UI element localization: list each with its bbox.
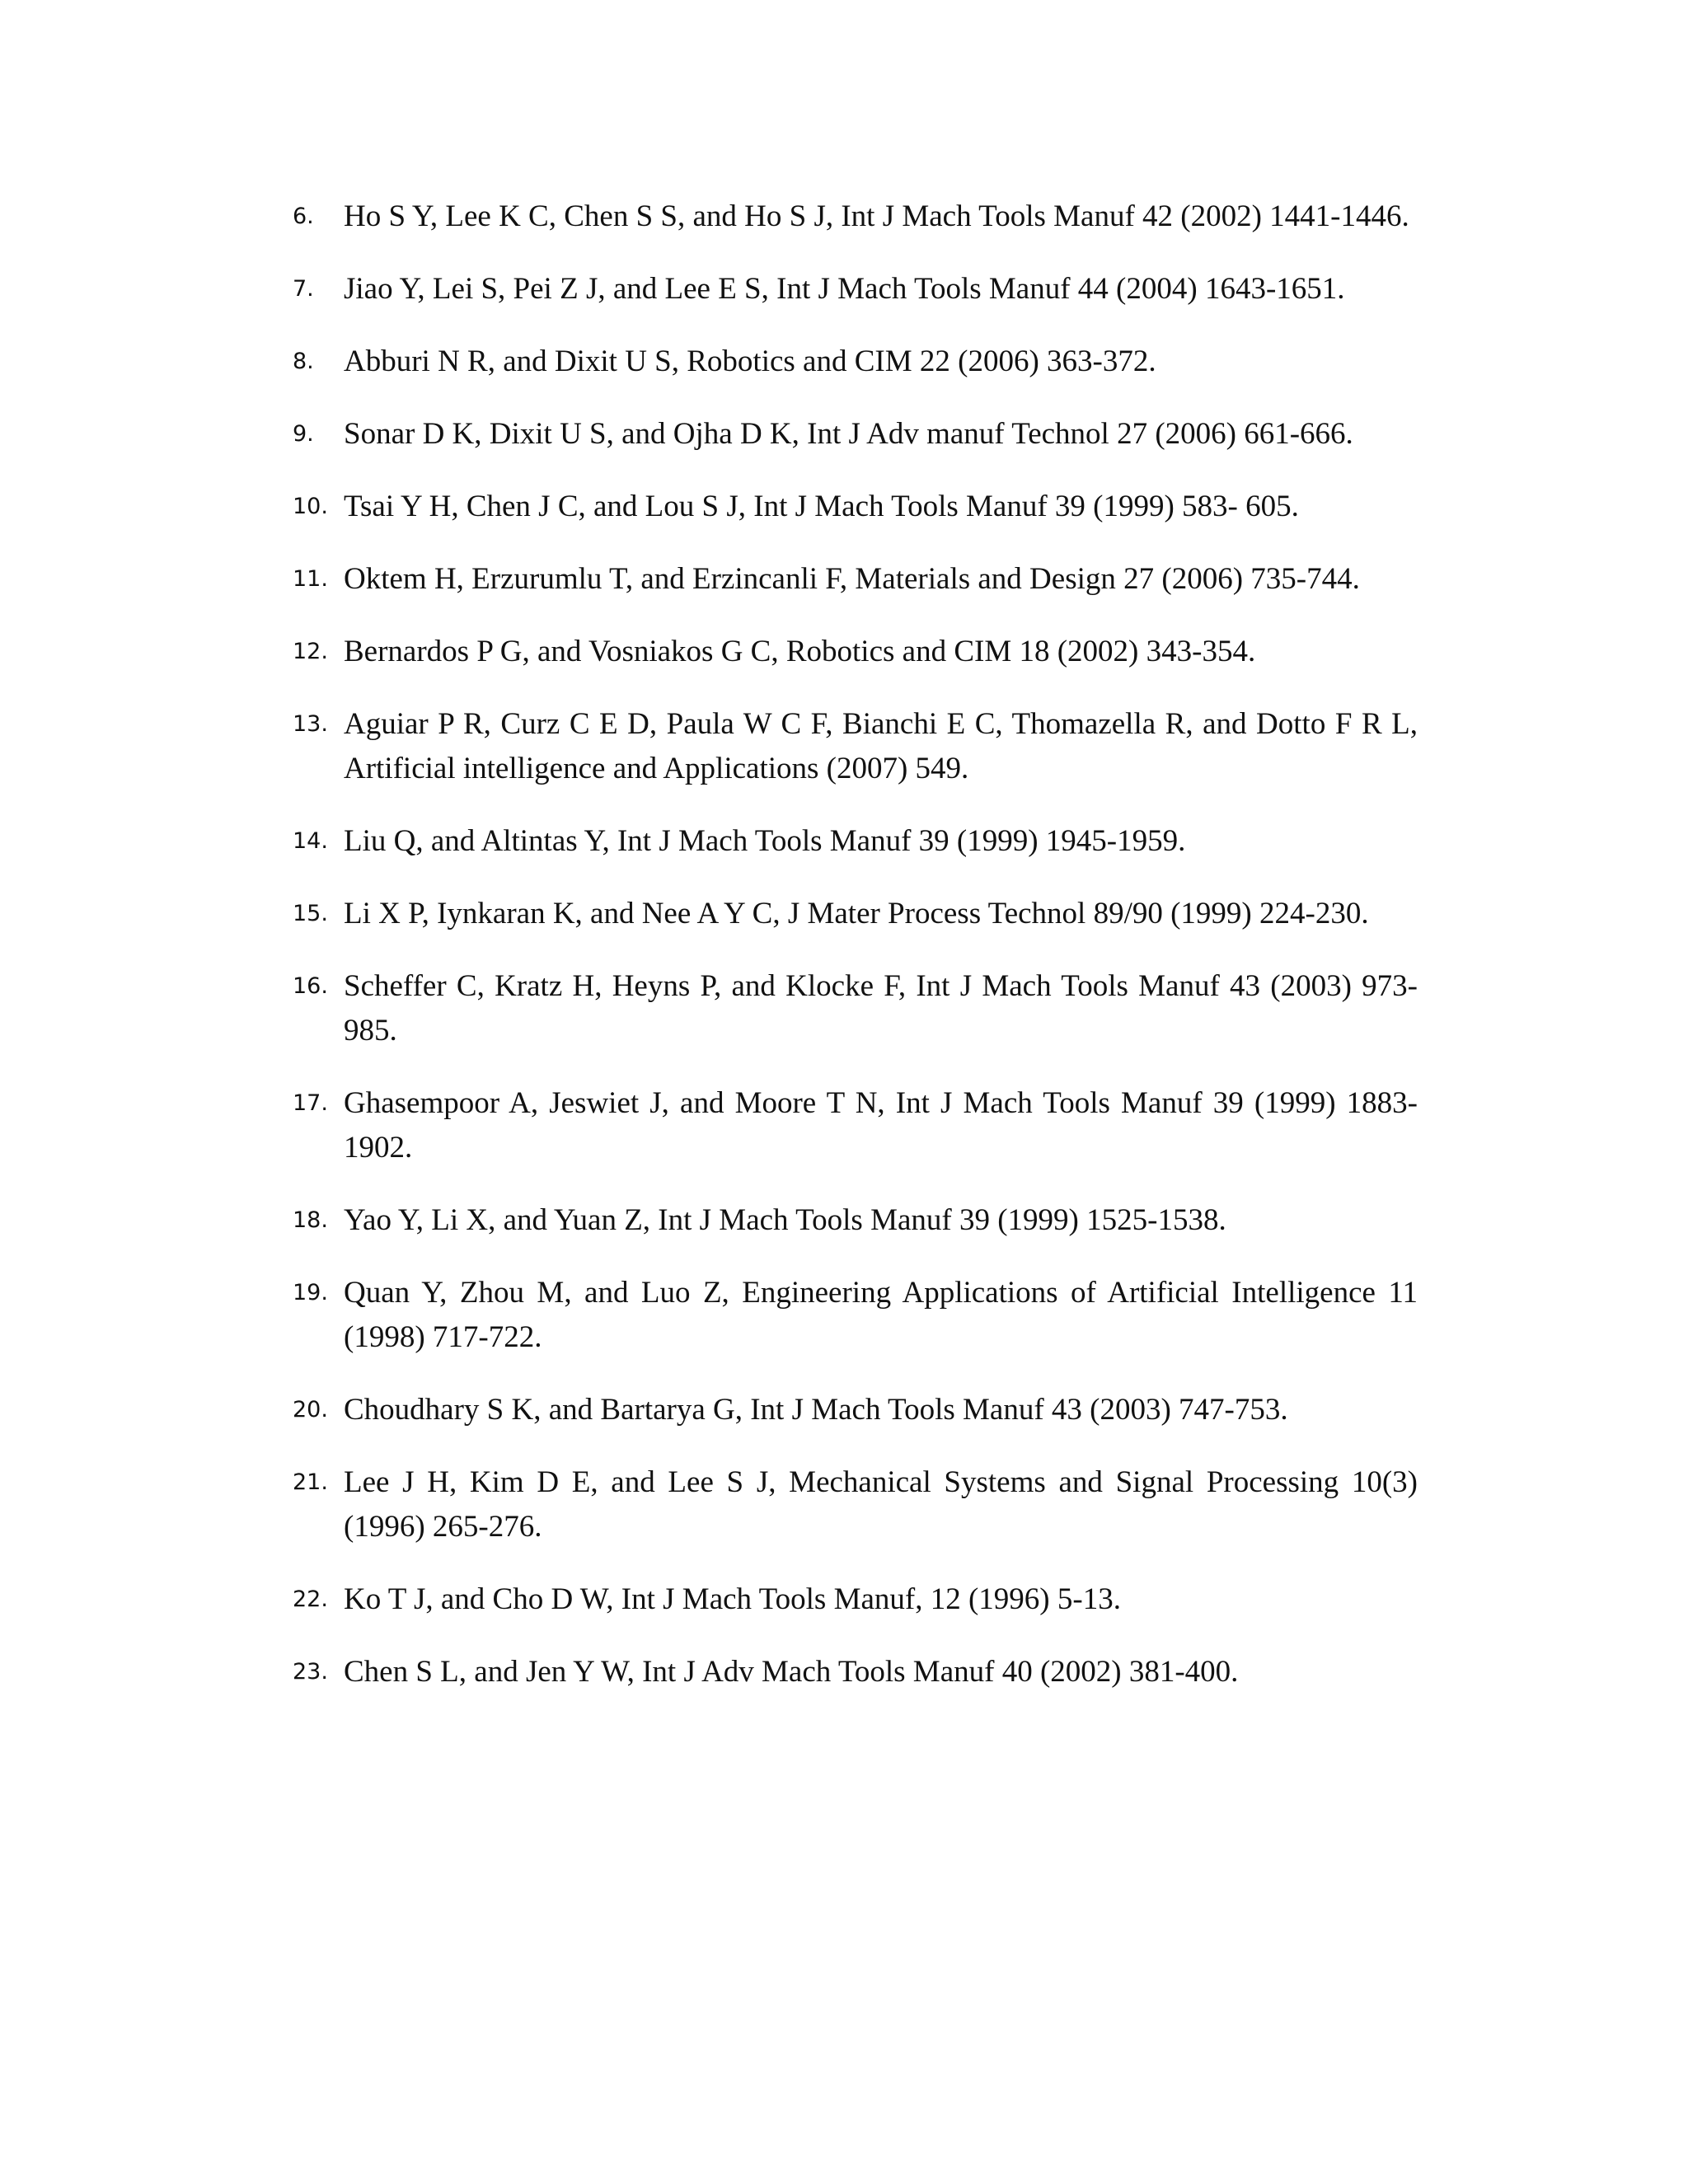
reference-number: 13. — [293, 711, 328, 737]
reference-text: Liu Q, and Altintas Y, Int J Mach Tools Manuf 39 (1999) 1945-1959. — [344, 824, 1186, 858]
reference-item — [293, 412, 1418, 457]
reference-list — [293, 194, 1418, 1722]
reference-number: 20. — [293, 1397, 328, 1422]
reference-text: Lee J H, Kim D E, and Lee S J, Mechanical Systems and Signal Processing 10(3) (1996) 265-276. — [344, 1465, 1418, 1544]
reference-number: 21. — [293, 1469, 328, 1495]
reference-text: Aguiar P R, Curz C E D, Paula W C F, Bianchi E C, Thomazella R, and Dotto F R L, Artificial intelligence and Applications (2007) 549. — [344, 707, 1418, 785]
reference-text: Scheffer C, Kratz H, Heyns P, and Klocke F, Int J Mach Tools Manuf 43 (2003) 973-985. — [344, 969, 1418, 1047]
reference-item — [293, 1460, 1418, 1549]
reference-text: Tsai Y H, Chen J C, and Lou S J, Int J Mach Tools Manuf 39 (1999) 583- 605. — [344, 490, 1299, 523]
reference-item — [293, 702, 1418, 791]
reference-number: 8. — [293, 349, 314, 374]
reference-number: 22. — [293, 1586, 328, 1612]
reference-text: Ko T J, and Cho D W, Int J Mach Tools Manuf, 12 (1996) 5-13. — [344, 1582, 1121, 1616]
reference-text: Ghasempoor A, Jeswiet J, and Moore T N, Int J Mach Tools Manuf 39 (1999) 1883-1902. — [344, 1086, 1418, 1165]
reference-number: 15. — [293, 901, 328, 926]
reference-item — [293, 267, 1418, 312]
reference-number: 14. — [293, 828, 328, 854]
reference-number: 10. — [293, 494, 328, 519]
reference-item — [293, 892, 1418, 936]
reference-item — [293, 1081, 1418, 1170]
reference-number: 6. — [293, 204, 314, 229]
reference-text: Sonar D K, Dixit U S, and Ojha D K, Int J Adv manuf Technol 27 (2006) 661-666. — [344, 417, 1353, 451]
reference-number: 9. — [293, 421, 314, 447]
reference-item — [293, 1650, 1418, 1694]
reference-text: Jiao Y, Lei S, Pei Z J, and Lee E S, Int J Mach Tools Manuf 44 (2004) 1643-1651. — [344, 272, 1345, 306]
reference-number: 19. — [293, 1280, 328, 1305]
reference-number: 16. — [293, 973, 328, 999]
reference-item — [293, 1388, 1418, 1432]
reference-item — [293, 1577, 1418, 1622]
reference-number: 12. — [293, 639, 328, 664]
reference-text: Li X P, Iynkaran K, and Nee A Y C, J Mater Process Technol 89/90 (1999) 224-230. — [344, 897, 1369, 930]
reference-item — [293, 557, 1418, 602]
reference-text: Chen S L, and Jen Y W, Int J Adv Mach Tools Manuf 40 (2002) 381-400. — [344, 1655, 1239, 1689]
reference-number: 23. — [293, 1659, 328, 1685]
reference-text: Oktem H, Erzurumlu T, and Erzincanli F, Materials and Design 27 (2006) 735-744. — [344, 562, 1360, 596]
reference-item — [293, 1271, 1418, 1360]
reference-text: Quan Y, Zhou M, and Luo Z, Engineering Applications of Artificial Intelligence 11 (1998) 717-722. — [344, 1276, 1418, 1354]
reference-text: Ho S Y, Lee K C, Chen S S, and Ho S J, Int J Mach Tools Manuf 42 (2002) 1441-1446. — [344, 199, 1409, 233]
reference-item — [293, 194, 1418, 239]
reference-number: 17. — [293, 1090, 328, 1116]
reference-text: Bernardos P G, and Vosniakos G C, Robotics and CIM 18 (2002) 343-354. — [344, 635, 1256, 668]
reference-item — [293, 819, 1418, 864]
reference-item — [293, 485, 1418, 529]
reference-item — [293, 340, 1418, 384]
reference-number: 18. — [293, 1207, 328, 1233]
reference-text: Choudhary S K, and Bartarya G, Int J Mach Tools Manuf 43 (2003) 747-753. — [344, 1393, 1288, 1427]
reference-number: 11. — [293, 566, 328, 592]
reference-item — [293, 964, 1418, 1053]
reference-number: 7. — [293, 276, 314, 302]
reference-text: Yao Y, Li X, and Yuan Z, Int J Mach Tools Manuf 39 (1999) 1525-1538. — [344, 1203, 1226, 1237]
reference-text: Abburi N R, and Dixit U S, Robotics and CIM 22 (2006) 363-372. — [344, 344, 1156, 378]
reference-item — [293, 630, 1418, 674]
reference-item — [293, 1198, 1418, 1243]
